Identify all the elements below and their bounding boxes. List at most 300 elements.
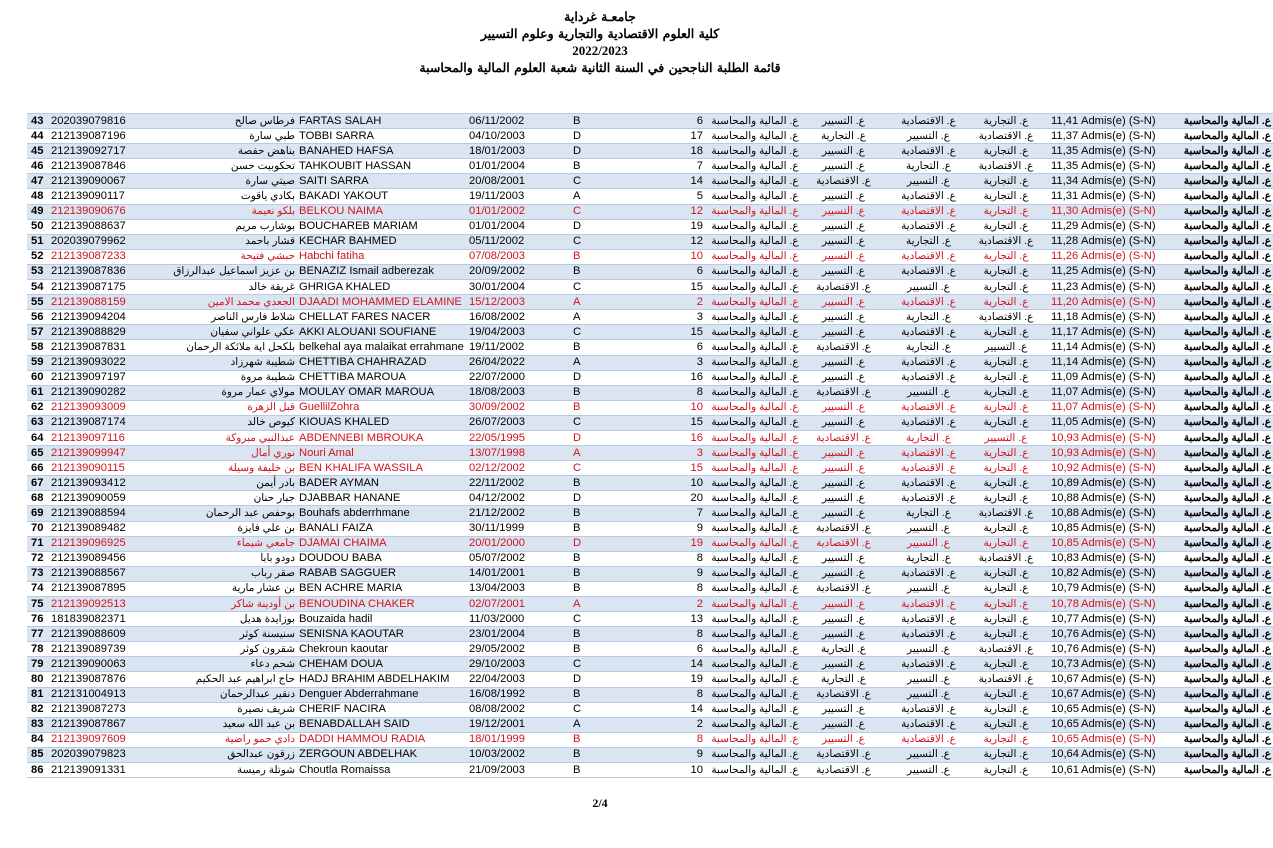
choice-4: ع. التجارية: [971, 747, 1041, 762]
average-grade: 11,23: [1041, 280, 1079, 295]
registration-number: 212139093412: [49, 476, 155, 491]
assigned-specialty: ع. المالية والمحاسبة: [1167, 189, 1273, 204]
group-letter: B: [571, 400, 597, 415]
arabic-name: بناهض حفصة: [155, 144, 297, 159]
order-number: 15: [597, 461, 709, 476]
average-grade: 11,09: [1041, 370, 1079, 385]
registration-number: 212139093009: [49, 400, 155, 415]
choice-2: ع. التسيير: [801, 732, 886, 747]
latin-name: BENAZIZ Ismail adberezak: [297, 264, 467, 279]
average-grade: 10,88: [1041, 506, 1079, 521]
choice-1: ع. المالية والمحاسبة: [709, 717, 801, 732]
choice-2: ع. التسيير: [801, 566, 886, 581]
latin-name: DADDI HAMMOU RADIA: [297, 732, 467, 747]
latin-name: FARTAS SALAH: [297, 114, 467, 129]
latin-name: KIOUAS KHALED: [297, 415, 467, 430]
table-row: [27, 249, 1273, 264]
arabic-name: حبشي فتيحة: [155, 249, 297, 264]
order-number: 3: [597, 310, 709, 325]
choice-1: ع. المالية والمحاسبة: [709, 657, 801, 672]
choice-3: ع. الاقتصادية: [886, 597, 971, 612]
rank-cell: 76: [27, 612, 49, 627]
birth-date: 05/11/2002: [467, 234, 571, 249]
average-grade: 10,67: [1041, 687, 1079, 702]
latin-name: RABAB SAGGUER: [297, 566, 467, 581]
order-number: 15: [597, 280, 709, 295]
choice-1: ع. المالية والمحاسبة: [709, 159, 801, 174]
latin-name: BEN KHALIFA WASSILA: [297, 461, 467, 476]
average-grade: 11,07: [1041, 385, 1079, 400]
table-row: [27, 702, 1273, 717]
arabic-name: صقر رباب: [155, 566, 297, 581]
birth-date: 10/03/2002: [467, 747, 571, 762]
birth-date: 08/08/2002: [467, 702, 571, 717]
choice-2: ع. الاقتصادية: [801, 385, 886, 400]
group-letter: B: [571, 551, 597, 566]
arabic-name: بن أودينة شاكر: [155, 597, 297, 612]
choice-3: ع. الاقتصادية: [886, 657, 971, 672]
order-number: 18: [597, 144, 709, 159]
decision: Admis(e) (S-N): [1079, 264, 1167, 279]
choice-2: ع. التسيير: [801, 657, 886, 672]
choice-4: ع. التجارية: [971, 687, 1041, 702]
latin-name: BENOUDINA CHAKER: [297, 597, 467, 612]
choice-1: ع. المالية والمحاسبة: [709, 672, 801, 687]
order-number: 9: [597, 747, 709, 762]
choice-3: ع. التجارية: [886, 340, 971, 355]
group-letter: D: [571, 491, 597, 506]
decision: Admis(e) (S-N): [1079, 114, 1167, 129]
choice-4: ع. التجارية: [971, 476, 1041, 491]
table-row: [27, 144, 1273, 159]
decision: Admis(e) (S-N): [1079, 280, 1167, 295]
group-letter: B: [571, 506, 597, 521]
decision: Admis(e) (S-N): [1079, 219, 1167, 234]
table-row: [27, 717, 1273, 732]
choice-1: ع. المالية والمحاسبة: [709, 325, 801, 340]
decision: Admis(e) (S-N): [1079, 612, 1167, 627]
average-grade: 11,25: [1041, 264, 1079, 279]
registration-number: 212139087895: [49, 581, 155, 596]
table-row: [27, 581, 1273, 596]
choice-1: ع. المالية والمحاسبة: [709, 642, 801, 657]
choice-2: ع. التسيير: [801, 355, 886, 370]
arabic-name: دودو بابا: [155, 551, 297, 566]
average-grade: 11,41: [1041, 114, 1079, 129]
table-row: [27, 521, 1273, 536]
arabic-name: دادي حمو راضية: [155, 732, 297, 747]
table-row: [27, 234, 1273, 249]
arabic-name: سنيسنة كوثر: [155, 627, 297, 642]
choice-3: ع. الاقتصادية: [886, 189, 971, 204]
birth-date: 05/07/2002: [467, 551, 571, 566]
choice-3: ع. التسيير: [886, 521, 971, 536]
registration-number: 202039079962: [49, 234, 155, 249]
choice-4: ع. الاقتصادية: [971, 234, 1041, 249]
latin-name: Bouhafs abderrhmane: [297, 506, 467, 521]
choice-4: ع. التجارية: [971, 400, 1041, 415]
choice-3: ع. الاقتصادية: [886, 461, 971, 476]
registration-number: 212139088829: [49, 325, 155, 340]
decision: Admis(e) (S-N): [1079, 415, 1167, 430]
choice-3: ع. الاقتصادية: [886, 566, 971, 581]
decision: Admis(e) (S-N): [1079, 310, 1167, 325]
group-letter: B: [571, 747, 597, 762]
order-number: 14: [597, 174, 709, 189]
latin-name: CHEHAM DOUA: [297, 657, 467, 672]
assigned-specialty: ع. المالية والمحاسبة: [1167, 400, 1273, 415]
group-letter: D: [571, 144, 597, 159]
choice-4: ع. الاقتصادية: [971, 672, 1041, 687]
choice-1: ع. المالية والمحاسبة: [709, 174, 801, 189]
latin-name: SENISNA KAOUTAR: [297, 627, 467, 642]
choice-4: ع. الاقتصادية: [971, 551, 1041, 566]
rank-cell: 51: [27, 234, 49, 249]
choice-2: ع. التسيير: [801, 702, 886, 717]
latin-name: Choutla Romaissa: [297, 763, 467, 778]
choice-3: ع. التجارية: [886, 159, 971, 174]
decision: Admis(e) (S-N): [1079, 430, 1167, 445]
latin-name: TAHKOUBIT HASSAN: [297, 159, 467, 174]
rank-cell: 64: [27, 430, 49, 445]
group-letter: D: [571, 129, 597, 144]
latin-name: BEN ACHRE MARIA: [297, 581, 467, 596]
choice-1: ع. المالية والمحاسبة: [709, 370, 801, 385]
birth-date: 21/09/2003: [467, 763, 571, 778]
decision: Admis(e) (S-N): [1079, 340, 1167, 355]
choice-2: ع. الاقتصادية: [801, 174, 886, 189]
order-number: 6: [597, 340, 709, 355]
latin-name: Nouri Amal: [297, 446, 467, 461]
registration-number: 212139087867: [49, 717, 155, 732]
choice-1: ع. المالية والمحاسبة: [709, 581, 801, 596]
assigned-specialty: ع. المالية والمحاسبة: [1167, 355, 1273, 370]
assigned-specialty: ع. المالية والمحاسبة: [1167, 430, 1273, 445]
group-letter: B: [571, 159, 597, 174]
decision: Admis(e) (S-N): [1079, 325, 1167, 340]
choice-4: ع. الاقتصادية: [971, 506, 1041, 521]
choice-4: ع. التجارية: [971, 597, 1041, 612]
choice-4: ع. التجارية: [971, 627, 1041, 642]
arabic-name: نوري أمال: [155, 446, 297, 461]
registration-number: 212139088609: [49, 627, 155, 642]
rank-cell: 52: [27, 249, 49, 264]
decision: Admis(e) (S-N): [1079, 295, 1167, 310]
table-row: [27, 295, 1273, 310]
choice-2: ع. التسيير: [801, 189, 886, 204]
average-grade: 10,77: [1041, 612, 1079, 627]
assigned-specialty: ع. المالية والمحاسبة: [1167, 114, 1273, 129]
choice-1: ع. المالية والمحاسبة: [709, 415, 801, 430]
birth-date: 23/01/2004: [467, 627, 571, 642]
group-letter: B: [571, 521, 597, 536]
assigned-specialty: ع. المالية والمحاسبة: [1167, 446, 1273, 461]
decision: Admis(e) (S-N): [1079, 566, 1167, 581]
group-letter: B: [571, 340, 597, 355]
latin-name: GuellilZohra: [297, 400, 467, 415]
latin-name: HADJ BRAHIM ABDELHAKIM: [297, 672, 467, 687]
decision: Admis(e) (S-N): [1079, 763, 1167, 778]
birth-date: 20/09/2002: [467, 264, 571, 279]
order-number: 7: [597, 506, 709, 521]
order-number: 2: [597, 295, 709, 310]
choice-1: ع. المالية والمحاسبة: [709, 264, 801, 279]
registration-number: 212139088594: [49, 506, 155, 521]
rank-cell: 80: [27, 672, 49, 687]
choice-3: ع. التجارية: [886, 310, 971, 325]
decision: Admis(e) (S-N): [1079, 234, 1167, 249]
assigned-specialty: ع. المالية والمحاسبة: [1167, 129, 1273, 144]
table-row: [27, 385, 1273, 400]
registration-number: 212139093022: [49, 355, 155, 370]
birth-date: 11/03/2000: [467, 612, 571, 627]
choice-3: ع. الاقتصادية: [886, 491, 971, 506]
average-grade: 11,30: [1041, 204, 1079, 219]
choice-4: ع. التجارية: [971, 264, 1041, 279]
choice-2: ع. الاقتصادية: [801, 280, 886, 295]
choice-1: ع. المالية والمحاسبة: [709, 476, 801, 491]
order-number: 9: [597, 521, 709, 536]
choice-1: ع. المالية والمحاسبة: [709, 385, 801, 400]
average-grade: 10,93: [1041, 430, 1079, 445]
choice-2: ع. التسيير: [801, 446, 886, 461]
decision: Admis(e) (S-N): [1079, 446, 1167, 461]
arabic-name: شحم دعاء: [155, 657, 297, 672]
choice-4: ع. التجارية: [971, 763, 1041, 778]
birth-date: 06/11/2002: [467, 114, 571, 129]
decision: Admis(e) (S-N): [1079, 581, 1167, 596]
rank-cell: 73: [27, 566, 49, 581]
choice-4: ع. التجارية: [971, 114, 1041, 129]
arabic-name: بلكحل اية ملائكة الرحمان: [155, 340, 297, 355]
birth-date: 18/01/1999: [467, 732, 571, 747]
group-letter: C: [571, 461, 597, 476]
choice-2: ع. الاقتصادية: [801, 687, 886, 702]
average-grade: 10,92: [1041, 461, 1079, 476]
order-number: 5: [597, 189, 709, 204]
choice-4: ع. التجارية: [971, 461, 1041, 476]
choice-3: ع. الاقتصادية: [886, 627, 971, 642]
decision: Admis(e) (S-N): [1079, 385, 1167, 400]
rank-cell: 67: [27, 476, 49, 491]
choice-3: ع. التسيير: [886, 642, 971, 657]
choice-3: ع. الاقتصادية: [886, 355, 971, 370]
document-header: [0, 8, 1200, 76]
choice-2: ع. الاقتصادية: [801, 747, 886, 762]
group-letter: B: [571, 763, 597, 778]
decision: Admis(e) (S-N): [1079, 551, 1167, 566]
birth-date: 13/04/2003: [467, 581, 571, 596]
arabic-name: بلكو نعيمة: [155, 204, 297, 219]
registration-number: 212139089456: [49, 551, 155, 566]
average-grade: 11,35: [1041, 159, 1079, 174]
group-letter: B: [571, 687, 597, 702]
order-number: 16: [597, 370, 709, 385]
rank-cell: 84: [27, 732, 49, 747]
order-number: 9: [597, 566, 709, 581]
choice-3: ع. الاقتصادية: [886, 295, 971, 310]
assigned-specialty: ع. المالية والمحاسبة: [1167, 264, 1273, 279]
assigned-specialty: ع. المالية والمحاسبة: [1167, 747, 1273, 762]
order-number: 17: [597, 129, 709, 144]
choice-1: ع. المالية والمحاسبة: [709, 114, 801, 129]
birth-date: 04/10/2003: [467, 129, 571, 144]
registration-number: 212139089739: [49, 642, 155, 657]
average-grade: 10,88: [1041, 491, 1079, 506]
table-row: [27, 310, 1273, 325]
assigned-specialty: ع. المالية والمحاسبة: [1167, 310, 1273, 325]
group-letter: B: [571, 732, 597, 747]
average-grade: 11,35: [1041, 144, 1079, 159]
decision: Admis(e) (S-N): [1079, 144, 1167, 159]
choice-1: ع. المالية والمحاسبة: [709, 491, 801, 506]
choice-2: ع. التسيير: [801, 249, 886, 264]
arabic-name: قبل الزهرة: [155, 400, 297, 415]
group-letter: B: [571, 581, 597, 596]
arabic-name: جبار حنان: [155, 491, 297, 506]
table-row: [27, 355, 1273, 370]
choice-1: ع. المالية والمحاسبة: [709, 400, 801, 415]
order-number: 8: [597, 732, 709, 747]
choice-3: ع. الاقتصادية: [886, 370, 971, 385]
latin-name: DJABBAR HANANE: [297, 491, 467, 506]
choice-4: ع. التجارية: [971, 702, 1041, 717]
choice-3: ع. الاقتصادية: [886, 732, 971, 747]
academic-year: 2022/2023: [572, 43, 628, 58]
assigned-specialty: ع. المالية والمحاسبة: [1167, 370, 1273, 385]
table-row: [27, 672, 1273, 687]
choice-2: ع. التسيير: [801, 219, 886, 234]
assigned-specialty: ع. المالية والمحاسبة: [1167, 174, 1273, 189]
arabic-name: جامعي شيماء: [155, 536, 297, 551]
assigned-specialty: ع. المالية والمحاسبة: [1167, 144, 1273, 159]
birth-date: 30/01/2004: [467, 280, 571, 295]
birth-date: 21/12/2002: [467, 506, 571, 521]
average-grade: 11,18: [1041, 310, 1079, 325]
choice-2: ع. التسيير: [801, 234, 886, 249]
registration-number: 212139090059: [49, 491, 155, 506]
choice-1: ع. المالية والمحاسبة: [709, 687, 801, 702]
rank-cell: 82: [27, 702, 49, 717]
table-row: [27, 325, 1273, 340]
table-row: [27, 687, 1273, 702]
latin-name: KECHAR BAHMED: [297, 234, 467, 249]
order-number: 19: [597, 536, 709, 551]
latin-name: BANAHED HAFSA: [297, 144, 467, 159]
decision: Admis(e) (S-N): [1079, 476, 1167, 491]
decision: Admis(e) (S-N): [1079, 642, 1167, 657]
decision: Admis(e) (S-N): [1079, 672, 1167, 687]
assigned-specialty: ع. المالية والمحاسبة: [1167, 597, 1273, 612]
choice-4: ع. التجارية: [971, 355, 1041, 370]
order-number: 14: [597, 657, 709, 672]
arabic-name: بكادي ياقوت: [155, 189, 297, 204]
assigned-specialty: ع. المالية والمحاسبة: [1167, 295, 1273, 310]
choice-3: ع. التجارية: [886, 506, 971, 521]
choice-4: ع. التجارية: [971, 204, 1041, 219]
registration-number: 212139094204: [49, 310, 155, 325]
average-grade: 10,76: [1041, 642, 1079, 657]
average-grade: 10,89: [1041, 476, 1079, 491]
choice-4: ع. التجارية: [971, 536, 1041, 551]
birth-date: 20/08/2001: [467, 174, 571, 189]
table-row: [27, 642, 1273, 657]
arabic-name: بوشارب مريم: [155, 219, 297, 234]
table-row: [27, 476, 1273, 491]
latin-name: CHELLAT FARES NACER: [297, 310, 467, 325]
birth-date: 02/07/2001: [467, 597, 571, 612]
table-row: [27, 763, 1273, 778]
table-row: [27, 340, 1273, 355]
birth-date: 18/01/2003: [467, 144, 571, 159]
order-number: 15: [597, 325, 709, 340]
decision: Admis(e) (S-N): [1079, 536, 1167, 551]
choice-1: ع. المالية والمحاسبة: [709, 747, 801, 762]
choice-1: ع. المالية والمحاسبة: [709, 310, 801, 325]
choice-4: ع. التجارية: [971, 280, 1041, 295]
decision: Admis(e) (S-N): [1079, 249, 1167, 264]
rank-cell: 63: [27, 415, 49, 430]
registration-number: 212139097116: [49, 430, 155, 445]
table-row: [27, 114, 1273, 129]
registration-number: 212139087846: [49, 159, 155, 174]
decision: Admis(e) (S-N): [1079, 189, 1167, 204]
arabic-name: غريقة خالد: [155, 280, 297, 295]
rank-cell: 59: [27, 355, 49, 370]
birth-date: 16/08/2002: [467, 310, 571, 325]
birth-date: 30/09/2002: [467, 400, 571, 415]
latin-name: CHERIF NACIRA: [297, 702, 467, 717]
rank-cell: 66: [27, 461, 49, 476]
arabic-name: عكي علواني سفيان: [155, 325, 297, 340]
table-row: [27, 129, 1273, 144]
birth-date: 01/01/2002: [467, 204, 571, 219]
choice-4: ع. الاقتصادية: [971, 129, 1041, 144]
choice-3: ع. التسيير: [886, 672, 971, 687]
choice-2: ع. الاقتصادية: [801, 340, 886, 355]
assigned-specialty: ع. المالية والمحاسبة: [1167, 551, 1273, 566]
assigned-specialty: ع. المالية والمحاسبة: [1167, 234, 1273, 249]
order-number: 2: [597, 717, 709, 732]
assigned-specialty: ع. المالية والمحاسبة: [1167, 657, 1273, 672]
latin-name: ABDENNEBI MBROUKA: [297, 430, 467, 445]
rank-cell: 74: [27, 581, 49, 596]
order-number: 13: [597, 612, 709, 627]
decision: Admis(e) (S-N): [1079, 687, 1167, 702]
average-grade: 10,64: [1041, 747, 1079, 762]
assigned-specialty: ع. المالية والمحاسبة: [1167, 385, 1273, 400]
choice-4: ع. التجارية: [971, 491, 1041, 506]
assigned-specialty: ع. المالية والمحاسبة: [1167, 280, 1273, 295]
average-grade: 10,65: [1041, 702, 1079, 717]
rank-cell: 65: [27, 446, 49, 461]
average-grade: 10,93: [1041, 446, 1079, 461]
rank-cell: 71: [27, 536, 49, 551]
average-grade: 10,79: [1041, 581, 1079, 596]
average-grade: 11,34: [1041, 174, 1079, 189]
average-grade: 10,78: [1041, 597, 1079, 612]
table-row: [27, 491, 1273, 506]
results-table: [27, 113, 1273, 778]
rank-cell: 44: [27, 129, 49, 144]
group-letter: B: [571, 476, 597, 491]
arabic-name: بوزايدة هديل: [155, 612, 297, 627]
university-name: جامعـة غرداية: [564, 9, 636, 24]
latin-name: Habchi fatiha: [297, 249, 467, 264]
registration-number: 212139088637: [49, 219, 155, 234]
birth-date: 19/04/2003: [467, 325, 571, 340]
choice-1: ع. المالية والمحاسبة: [709, 430, 801, 445]
